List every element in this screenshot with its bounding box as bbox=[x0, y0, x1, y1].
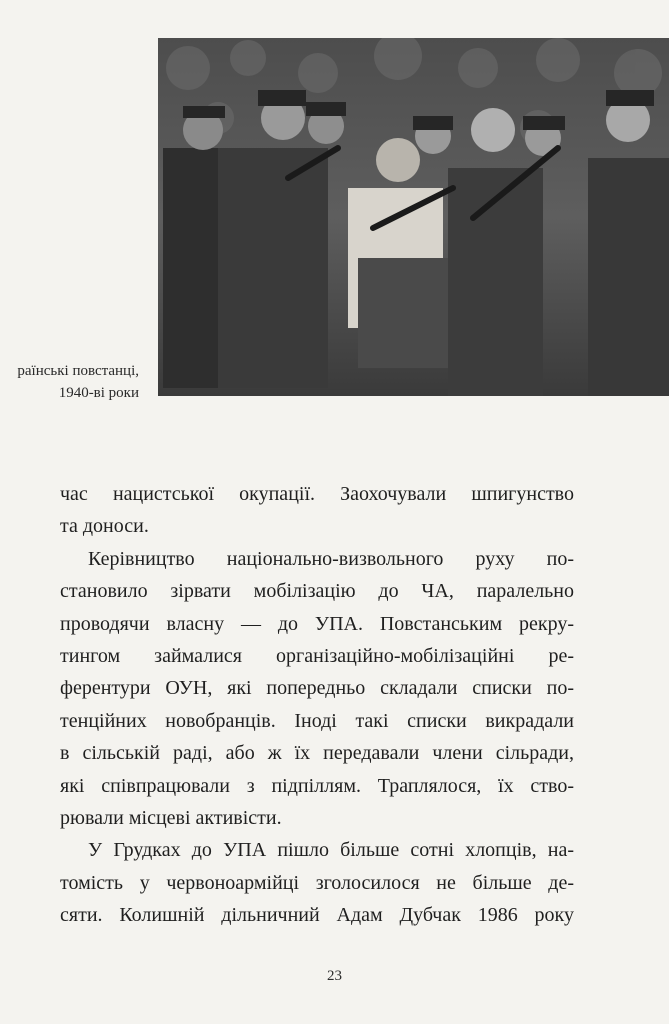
text-line: тенційних новобранців. Іноді такі списки викрадали bbox=[60, 709, 574, 732]
photo-illustration bbox=[158, 38, 669, 396]
paragraph bbox=[60, 834, 574, 931]
photo-caption bbox=[0, 360, 139, 404]
text-line: ферентури ОУН, які попередньо складали списки по- bbox=[60, 677, 574, 700]
caption-line: 1940-ві роки bbox=[58, 385, 139, 401]
text-line: в сільській раді, або ж їх передавали члени сільради, bbox=[60, 742, 574, 765]
page-number: 23 bbox=[327, 968, 342, 984]
text-line: У Грудках до УПА пішло більше сотні хлопців, на- bbox=[88, 839, 574, 862]
caption-line: раїнські повстанці, bbox=[17, 363, 139, 379]
text-line: Керівництво національно-визвольного руху по- bbox=[88, 547, 574, 570]
text-line: тингом займалися організаційно-мобілізаційні ре- bbox=[60, 645, 574, 668]
text-line: проводячи власну — до УПА. Повстанським рекру- bbox=[60, 612, 574, 635]
body-text bbox=[60, 478, 574, 932]
text-line: томість у червоноармійці зголосилося не більше де- bbox=[60, 871, 574, 894]
text-line: сяти. Колишній дільничний Адам Дубчак 1986 року bbox=[60, 904, 574, 927]
paragraph bbox=[60, 543, 574, 835]
historical-photo bbox=[158, 38, 669, 396]
paragraph bbox=[60, 478, 574, 543]
text-line: час нацистської окупації. Заохочували шпигунство bbox=[60, 483, 574, 505]
text-line: та доноси. bbox=[60, 515, 149, 538]
text-line: рювали місцеві активісти. bbox=[60, 807, 282, 830]
text-line: які співпрацювали з підпіллям. Траплялося, їх ство- bbox=[60, 774, 574, 797]
text-line: становило зірвати мобілізацію до ЧА, паралельно bbox=[60, 580, 574, 603]
